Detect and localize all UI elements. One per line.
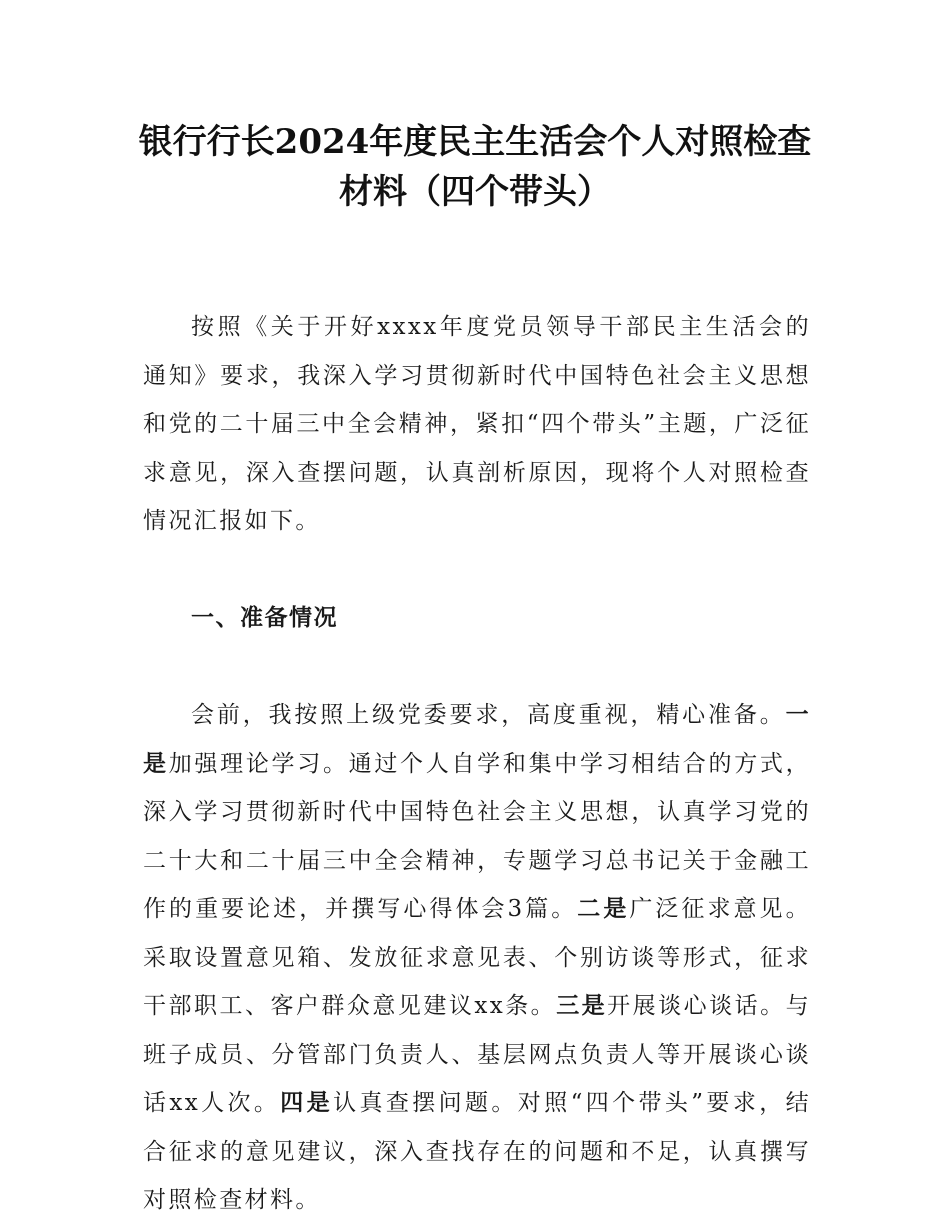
document-body: [143, 303, 811, 1225]
section-heading-preparation: 一、准备情况: [191, 605, 338, 631]
intro-paragraph: 按照《关于开好xxxx年度党员领导干部民主生活会的通知》要求，我深入学习贯彻新时代中国特色社会主义思想和党的二十届三中全会精神，紧扣“四个带头”主题，广泛征求意见，深入查摆问题，认真剖析原因，现将个人对照检查情况汇报如下。: [143, 314, 811, 534]
document-title-line-2: 材料（四个带头）: [339, 172, 611, 212]
point-3-marker: 三是: [556, 993, 608, 1019]
preparation-lead: 会前，我按照上级党委要求，高度重视，精心准备。: [191, 702, 786, 728]
paragraph-spacer: [143, 643, 811, 692]
point-1-text: 加强理论学习。通过个人自学和集中学习相结合的方式，深入学习贯彻新时代中国特色社会主义思想，认真学习党的二十大和二十届三中全会精神，专题学习总书记关于金融工作的重要论述，并撰写心得体会3篇。: [143, 750, 812, 922]
preparation-paragraph: [143, 691, 811, 1225]
document-title-line-1: 银行行长2024年度民主生活会个人对照检查: [138, 122, 812, 162]
point-3-text: 开展谈心谈话。与班子成员、分管部门负责人、基层网点负责人等开展谈心谈话xx人次。: [143, 993, 811, 1116]
point-4-marker: 四是: [280, 1090, 334, 1116]
point-4-text: 认真查摆问题。对照“四个带头”要求，结合征求的意见建议，深入查找存在的问题和不足，认真撰写对照检查材料。: [143, 1090, 811, 1213]
point-2-marker: 二是: [577, 896, 630, 922]
point-2-text: 广泛征求意见。采取设置意见箱、发放征求意见表、个别访谈等形式，征求干部职工、客户群众意见建议xx条。: [143, 896, 811, 1019]
paragraph-spacer: [143, 546, 811, 595]
point-1-marker: 一是: [143, 702, 811, 777]
